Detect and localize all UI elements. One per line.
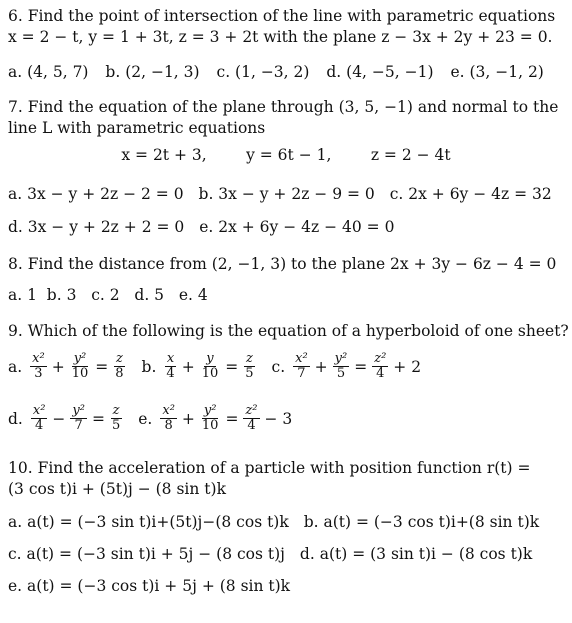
denominator: 8 — [115, 366, 124, 381]
question-10 — [8, 458, 558, 500]
question-6-text-line1: 6. Find the point of intersection of the line with parametric equations — [8, 7, 556, 25]
numerator: z — [245, 351, 253, 366]
denominator: 10 — [71, 366, 89, 381]
choice-label: c. — [271, 357, 286, 376]
question-9-text: 9. Which of the following is the equation of a hyperboloid of one sheet? — [8, 322, 569, 340]
fraction — [333, 352, 350, 381]
question-7-choices-row2 — [8, 216, 564, 238]
question-9-choice-b — [142, 352, 258, 381]
denominator: 5 — [245, 366, 254, 381]
denominator: 4 — [247, 418, 256, 433]
denominator: 3 — [34, 366, 43, 381]
question-7 — [8, 97, 558, 139]
question-7-text-line2: line L with parametric equations — [8, 119, 266, 137]
question-10-choice-e: e. a(t) = (−3 cos t)i + 5j + (8 sin t)k — [8, 577, 291, 595]
numerator: x² — [32, 351, 45, 366]
numerator: x — [166, 351, 175, 366]
denominator: 4 — [34, 418, 44, 433]
operator: + — [51, 357, 65, 376]
operator: − — [52, 409, 66, 428]
denominator: 10 — [201, 366, 219, 381]
operator: + — [181, 409, 195, 428]
question-6-choice-c: c. (1, −3, 2) — [216, 63, 310, 81]
operator: = — [91, 409, 105, 428]
question-9-choices-row1 — [8, 352, 438, 381]
fraction — [30, 352, 47, 381]
fraction — [372, 352, 388, 381]
constant-term: − 3 — [264, 409, 293, 428]
fraction — [200, 352, 221, 381]
fraction — [160, 404, 177, 433]
numerator: z — [115, 351, 123, 366]
fraction — [113, 352, 125, 381]
question-6-choice-e: e. (3, −1, 2) — [450, 63, 544, 81]
fraction — [293, 352, 310, 381]
question-6-text-line2: x = 2 − t, y = 1 + 3t, z = 3 + 2t with the plane z − 3x + 2y + 23 = 0. — [8, 28, 553, 46]
numerator: y — [206, 351, 214, 366]
question-7-choice-e: e. 2x + 6y − 4z − 40 = 0 — [199, 218, 395, 236]
denominator: 7 — [74, 418, 83, 433]
operator: = — [225, 409, 239, 428]
fraction — [70, 352, 91, 381]
denominator: 5 — [111, 418, 121, 433]
choice-label: e. — [138, 409, 153, 428]
question-7-text-line1: 7. Find the equation of the plane through (3, 5, −1) and normal to the — [8, 98, 559, 116]
choice-label: a. — [8, 357, 23, 376]
question-6 — [8, 6, 558, 48]
question-9-choice-c — [272, 352, 425, 381]
operator: = — [95, 357, 109, 376]
question-10-choice-c: c. a(t) = (−3 sin t)i + 5j − (8 cos t)j — [8, 545, 285, 563]
question-6-choices — [8, 61, 564, 83]
question-9 — [8, 321, 569, 342]
numerator: z² — [245, 403, 258, 418]
question-9-choice-d — [8, 404, 124, 433]
question-10-choices-row2 — [8, 543, 564, 565]
choice-label: b. — [141, 357, 157, 376]
question-7-choice-a: a. 3x − y + 2z − 2 = 0 — [8, 185, 184, 203]
question-10-choice-d: d. a(t) = (3 sin t)i − (8 cos t)k — [299, 545, 533, 563]
question-9-choice-e — [138, 404, 295, 433]
fraction — [110, 404, 122, 433]
question-10-choices-row1 — [8, 511, 564, 533]
question-7-choice-d: d. 3x − y + 2z + 2 = 0 — [8, 218, 185, 236]
fraction — [31, 404, 48, 433]
numerator: x² — [32, 403, 46, 418]
fraction — [164, 352, 176, 381]
question-7-parametric-equations: x = 2t + 3, y = 6t − 1, z = 2 − 4t — [121, 146, 451, 164]
fraction — [243, 352, 255, 381]
question-10-text-line2: (3 cos t)i + (5t)j − (8 sin t)k — [8, 480, 226, 498]
question-10-text-line1: 10. Find the acceleration of a particle with position function r(t) = — [8, 459, 531, 477]
denominator: 4 — [166, 366, 175, 381]
numerator: x² — [162, 403, 175, 418]
question-7-choice-b: b. 3x − y + 2z − 9 = 0 — [198, 185, 375, 203]
question-6-choice-a: a. (4, 5, 7) — [8, 63, 89, 81]
constant-term: + 2 — [393, 357, 422, 376]
numerator: y² — [334, 351, 348, 366]
question-10-choices-row3 — [8, 575, 564, 597]
choice-label: d. — [8, 409, 23, 428]
question-8-text: 8. Find the distance from (2, −1, 3) to the plane 2x + 3y − 6z − 4 = 0 — [8, 255, 557, 273]
numerator: y² — [72, 403, 85, 418]
question-6-choice-d: d. (4, −5, −1) — [326, 63, 434, 81]
numerator: y² — [73, 351, 87, 366]
fraction — [243, 404, 259, 433]
operator: + — [314, 357, 328, 376]
denominator: 5 — [336, 366, 346, 381]
denominator: 7 — [297, 366, 306, 381]
question-7-choices-row1 — [8, 183, 564, 205]
question-10-choice-b: b. a(t) = (−3 cos t)i+(8 sin t)k — [303, 513, 540, 531]
fraction — [70, 404, 87, 433]
operator: + — [181, 357, 195, 376]
question-8 — [8, 254, 558, 275]
fraction — [200, 404, 221, 433]
question-9-choices-row2 — [8, 404, 309, 433]
numerator: z² — [374, 351, 387, 366]
question-10-choice-a: a. a(t) = (−3 sin t)i+(5t)j−(8 cos t)k — [8, 513, 289, 531]
numerator: y² — [203, 403, 217, 418]
operator: = — [354, 357, 368, 376]
question-9-choice-a — [8, 352, 128, 381]
numerator: x² — [295, 351, 308, 366]
denominator: 8 — [164, 418, 173, 433]
question-7-choice-c: c. 2x + 6y − 4z = 32 — [389, 185, 552, 203]
question-6-choice-b: b. (2, −1, 3) — [105, 63, 200, 81]
numerator: z — [112, 403, 120, 418]
operator: = — [225, 357, 239, 376]
denominator: 10 — [201, 418, 219, 433]
question-8-choices: a. 1 b. 3 c. 2 d. 5 e. 4 — [8, 286, 208, 304]
denominator: 4 — [376, 366, 385, 381]
